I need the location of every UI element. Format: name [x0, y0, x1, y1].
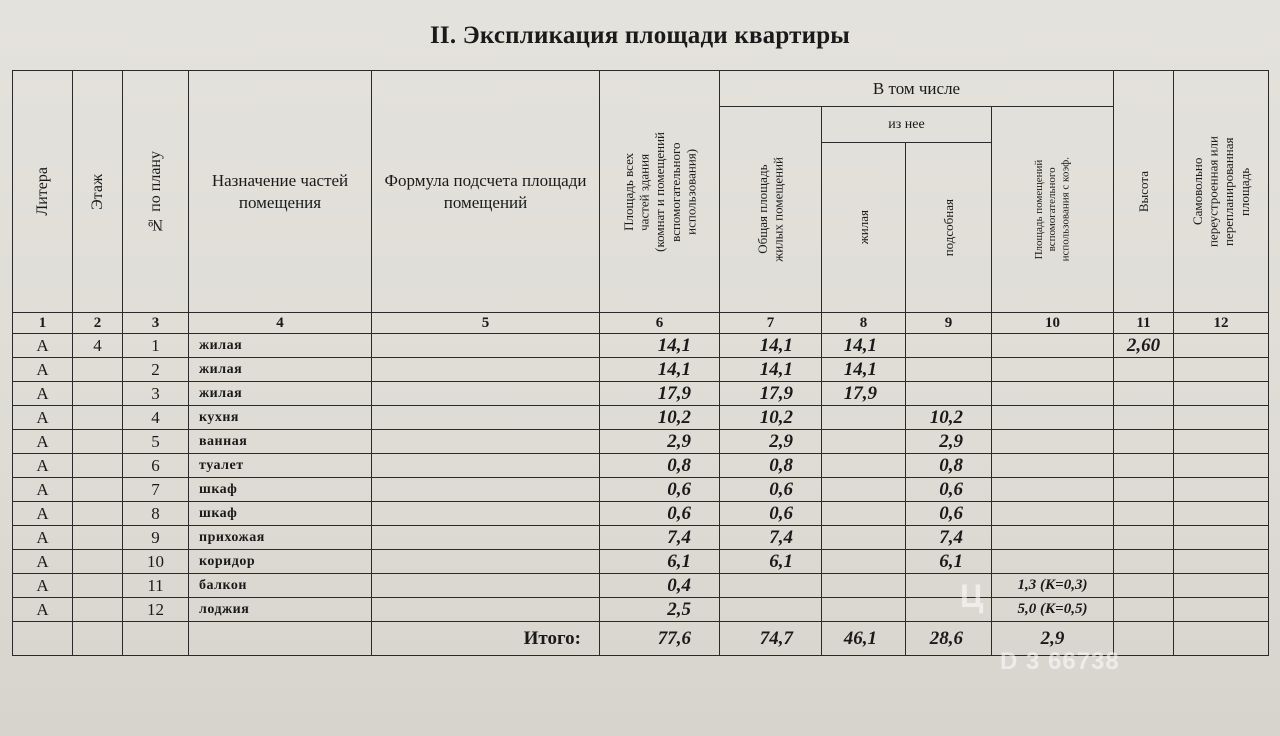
cell-naznachenie: кухня [189, 406, 372, 430]
cell-no: 5 [123, 430, 189, 454]
cell-obshchaya [720, 598, 822, 622]
cell-ploshchad: 7,4 [600, 526, 720, 550]
cell-formula [372, 598, 600, 622]
cell-zhilaya: 14,1 [822, 334, 906, 358]
table-row [13, 454, 1269, 478]
cell-naznachenie: балкон [189, 574, 372, 598]
cell-samovolno [1174, 358, 1269, 382]
column-number: 10 [992, 313, 1114, 334]
cell-ploshchad: 14,1 [600, 358, 720, 382]
cell-naznachenie: шкаф [189, 478, 372, 502]
cell-litera: А [13, 334, 73, 358]
cell-obshchaya: 0,6 [720, 502, 822, 526]
cell-zhilaya: 14,1 [822, 358, 906, 382]
cell-etazh [73, 454, 123, 478]
column-numbers-row [13, 313, 1269, 334]
header-zhilaya: жилая [822, 143, 906, 313]
cell-formula [372, 526, 600, 550]
table-row [13, 382, 1269, 406]
table-row [13, 502, 1269, 526]
header-obshchaya-zhilykh: Общая площадь жилых помещений [720, 107, 822, 313]
cell-vysota: 2,60 [1114, 334, 1174, 358]
cell-naznachenie: лоджия [189, 598, 372, 622]
cell-naznachenie: ванная [189, 430, 372, 454]
cell-ploshchad: 2,9 [600, 430, 720, 454]
cell-vysota [1114, 550, 1174, 574]
cell-ploshchad: 2,5 [600, 598, 720, 622]
cell-vysota [1114, 454, 1174, 478]
cell-litera: А [13, 598, 73, 622]
cell-samovolno [1174, 574, 1269, 598]
column-number: 3 [123, 313, 189, 334]
table-row [13, 406, 1269, 430]
header-formula: Формула подсчета площади помещений [372, 71, 600, 313]
cell-etazh [73, 550, 123, 574]
cell-podsobnaya [906, 382, 992, 406]
cell-podsobnaya: 0,6 [906, 478, 992, 502]
cell-no: 4 [123, 406, 189, 430]
cell-formula [372, 502, 600, 526]
table-row [13, 430, 1269, 454]
watermark-logo: Ц [960, 578, 984, 614]
cell-vysota [1114, 358, 1174, 382]
page-title: II. Экспликация площади квартиры [429, 22, 851, 49]
cell-naznachenie: коридор [189, 550, 372, 574]
cell-litera: А [13, 502, 73, 526]
cell-ploshchad: 0,4 [600, 574, 720, 598]
cell-obshchaya: 0,6 [720, 478, 822, 502]
cell-litera: А [13, 430, 73, 454]
cell-podsobnaya: 2,9 [906, 430, 992, 454]
cell-vysota [1114, 526, 1174, 550]
cell-formula [372, 358, 600, 382]
cell-litera: А [13, 382, 73, 406]
explication-table [12, 70, 1269, 656]
cell-formula [372, 550, 600, 574]
cell-no: 10 [123, 550, 189, 574]
header-etazh: Этаж [73, 71, 123, 313]
cell-formula [372, 478, 600, 502]
cell-no: 12 [123, 598, 189, 622]
cell-etazh [73, 478, 123, 502]
cell-samovolno [1174, 526, 1269, 550]
cell-zhilaya [822, 598, 906, 622]
total-zhilaya: 46,1 [822, 622, 906, 656]
cell-vspomogatelnaya [992, 406, 1114, 430]
cell-obshchaya: 2,9 [720, 430, 822, 454]
cell-zhilaya [822, 430, 906, 454]
column-number: 4 [189, 313, 372, 334]
cell-no: 2 [123, 358, 189, 382]
cell-podsobnaya [906, 358, 992, 382]
cell-naznachenie: туалет [189, 454, 372, 478]
cell-vspomogatelnaya [992, 358, 1114, 382]
cell-vspomogatelnaya [992, 502, 1114, 526]
cell-vspomogatelnaya [992, 550, 1114, 574]
cell-samovolno [1174, 550, 1269, 574]
cell-etazh [73, 502, 123, 526]
table-row [13, 334, 1269, 358]
cell-obshchaya: 0,8 [720, 454, 822, 478]
cell-podsobnaya [906, 334, 992, 358]
cell-etazh [73, 430, 123, 454]
column-number: 7 [720, 313, 822, 334]
cell-vysota [1114, 478, 1174, 502]
total-ploshchad: 77,6 [600, 622, 720, 656]
cell-formula [372, 406, 600, 430]
cell-litera: А [13, 526, 73, 550]
cell-vspomogatelnaya: 1,3 (К=0,3) [992, 574, 1114, 598]
cell-no: 11 [123, 574, 189, 598]
cell-samovolno [1174, 382, 1269, 406]
cell-etazh: 4 [73, 334, 123, 358]
cell-formula [372, 454, 600, 478]
cell-ploshchad: 0,6 [600, 502, 720, 526]
cell-obshchaya: 17,9 [720, 382, 822, 406]
cell-podsobnaya: 0,6 [906, 502, 992, 526]
cell-no: 1 [123, 334, 189, 358]
cell-formula [372, 382, 600, 406]
cell-etazh [73, 382, 123, 406]
cell-obshchaya: 6,1 [720, 550, 822, 574]
cell-etazh [73, 598, 123, 622]
cell-litera: А [13, 550, 73, 574]
header-vspomogatelnaya: Площадь помещений вспомогательного использования с коэф. [992, 107, 1114, 313]
cell-podsobnaya: 10,2 [906, 406, 992, 430]
cell-no: 8 [123, 502, 189, 526]
cell-vspomogatelnaya [992, 382, 1114, 406]
cell-obshchaya: 10,2 [720, 406, 822, 430]
column-number: 2 [73, 313, 123, 334]
header-ploshchad-vsekh: Площадь всех частей здания (комнат и помещений вспомогательного использования) [600, 71, 720, 313]
column-number: 12 [1174, 313, 1269, 334]
cell-litera: А [13, 358, 73, 382]
cell-naznachenie: шкаф [189, 502, 372, 526]
cell-formula [372, 334, 600, 358]
cell-vysota [1114, 598, 1174, 622]
header-vysota: Высота [1114, 71, 1174, 313]
cell-obshchaya: 14,1 [720, 358, 822, 382]
column-number: 6 [600, 313, 720, 334]
cell-vspomogatelnaya [992, 430, 1114, 454]
cell-zhilaya [822, 454, 906, 478]
cell-vysota [1114, 406, 1174, 430]
table-row [13, 574, 1269, 598]
cell-formula [372, 430, 600, 454]
cell-vysota [1114, 502, 1174, 526]
cell-litera: А [13, 406, 73, 430]
total-obshchaya: 74,7 [720, 622, 822, 656]
totals-label: Итого: [372, 622, 600, 656]
cell-naznachenie: жилая [189, 334, 372, 358]
cell-litera: А [13, 478, 73, 502]
column-number: 1 [13, 313, 73, 334]
cell-ploshchad: 0,6 [600, 478, 720, 502]
cell-naznachenie: жилая [189, 382, 372, 406]
table-row [13, 550, 1269, 574]
cell-zhilaya [822, 574, 906, 598]
cell-podsobnaya: 0,8 [906, 454, 992, 478]
table-row [13, 598, 1269, 622]
cell-ploshchad: 14,1 [600, 334, 720, 358]
header-iz-nee: из нее [822, 107, 992, 143]
cell-vspomogatelnaya [992, 454, 1114, 478]
column-number: 5 [372, 313, 600, 334]
column-number: 9 [906, 313, 992, 334]
cell-vspomogatelnaya [992, 526, 1114, 550]
cell-naznachenie: прихожая [189, 526, 372, 550]
cell-samovolno [1174, 598, 1269, 622]
cell-zhilaya: 17,9 [822, 382, 906, 406]
cell-litera: А [13, 574, 73, 598]
cell-no: 3 [123, 382, 189, 406]
cell-zhilaya [822, 502, 906, 526]
column-number: 11 [1114, 313, 1174, 334]
total-vspomogatelnaya: 2,9 [992, 622, 1114, 656]
cell-vspomogatelnaya: 5,0 (К=0,5) [992, 598, 1114, 622]
cell-etazh [73, 406, 123, 430]
table-row [13, 358, 1269, 382]
cell-ploshchad: 17,9 [600, 382, 720, 406]
column-number: 8 [822, 313, 906, 334]
cell-samovolno [1174, 406, 1269, 430]
cell-no: 6 [123, 454, 189, 478]
cell-no: 9 [123, 526, 189, 550]
cell-vysota [1114, 574, 1174, 598]
watermark-number: D 3 66738 [1000, 648, 1120, 675]
cell-samovolno [1174, 334, 1269, 358]
cell-samovolno [1174, 430, 1269, 454]
header-litera: Литера [13, 71, 73, 313]
cell-zhilaya [822, 550, 906, 574]
cell-vspomogatelnaya [992, 478, 1114, 502]
cell-obshchaya [720, 574, 822, 598]
cell-vysota [1114, 382, 1174, 406]
header-samovolno: Самовольно переустроенная или перепланированная площадь [1174, 71, 1269, 313]
cell-obshchaya: 7,4 [720, 526, 822, 550]
cell-obshchaya: 14,1 [720, 334, 822, 358]
cell-formula [372, 574, 600, 598]
cell-zhilaya [822, 406, 906, 430]
cell-etazh [73, 358, 123, 382]
cell-litera: А [13, 454, 73, 478]
cell-ploshchad: 0,8 [600, 454, 720, 478]
cell-vysota [1114, 430, 1174, 454]
cell-samovolno [1174, 454, 1269, 478]
header-v-tom-chisle: В том числе [720, 71, 1114, 107]
header-naznachenie: Назначение частей помещения [189, 71, 372, 313]
cell-samovolno [1174, 502, 1269, 526]
cell-zhilaya [822, 478, 906, 502]
header-podsobnaya: подсобная [906, 143, 992, 313]
cell-ploshchad: 10,2 [600, 406, 720, 430]
table-row [13, 478, 1269, 502]
cell-ploshchad: 6,1 [600, 550, 720, 574]
cell-no: 7 [123, 478, 189, 502]
cell-zhilaya [822, 526, 906, 550]
table-row [13, 526, 1269, 550]
header-no-po-planu: № по плану [123, 71, 189, 313]
cell-vspomogatelnaya [992, 334, 1114, 358]
cell-etazh [73, 574, 123, 598]
total-podsobnaya: 28,6 [906, 622, 992, 656]
cell-naznachenie: жилая [189, 358, 372, 382]
cell-podsobnaya: 7,4 [906, 526, 992, 550]
cell-etazh [73, 526, 123, 550]
cell-samovolno [1174, 478, 1269, 502]
cell-podsobnaya: 6,1 [906, 550, 992, 574]
